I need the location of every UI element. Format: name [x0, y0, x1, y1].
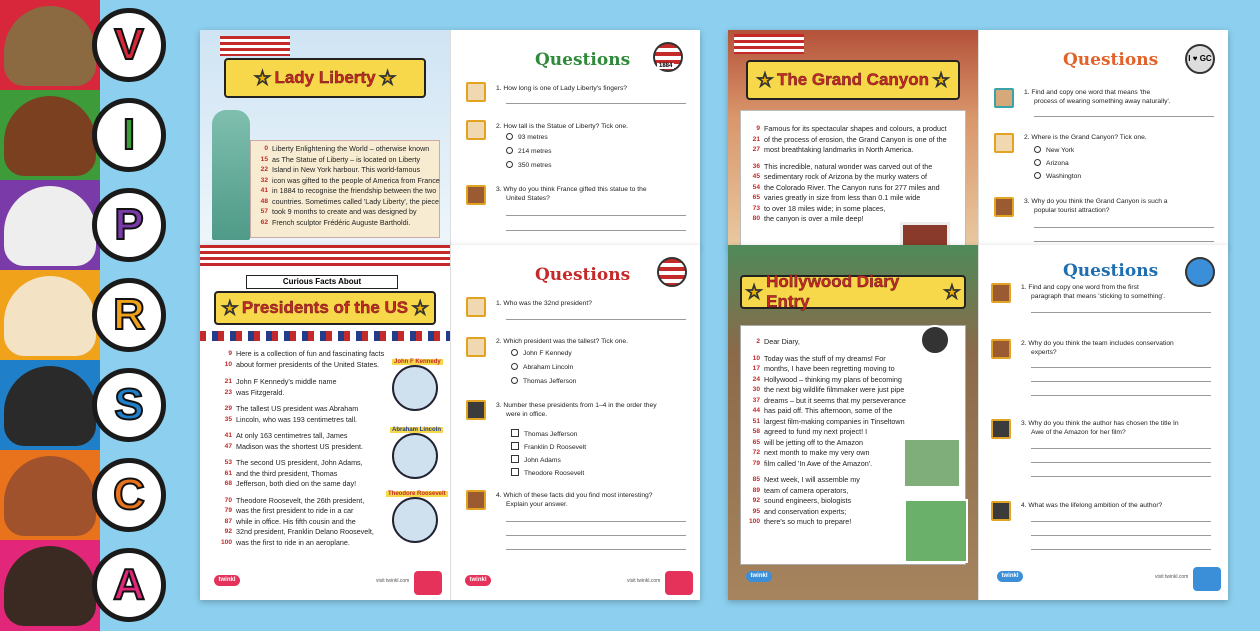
- text-line: 44: [752, 407, 760, 414]
- text-line: 85: [752, 476, 760, 483]
- option-checkbox[interactable]: Franklin D Roosevelt: [511, 442, 586, 451]
- text-line: there's so much to prepare!: [764, 517, 852, 526]
- text-line: varies greatly in size from less than 0.1 mile wide: [764, 193, 921, 202]
- star-icon: ★: [412, 297, 429, 318]
- vipers-letter-c: C: [92, 458, 166, 532]
- dog-icon: [466, 297, 486, 317]
- vipers-letter-r: R: [92, 278, 166, 352]
- answer-line[interactable]: [506, 103, 686, 104]
- question-4: 4. What was the lifelong ambition of the author?: [1021, 502, 1163, 509]
- question-3: 3. Why do you think the Grand Canyon is such a: [1024, 198, 1168, 205]
- text-line: 92: [224, 528, 232, 535]
- passage-text: [272, 144, 442, 228]
- dog-icon: [466, 337, 486, 357]
- dog-icon: [466, 120, 486, 140]
- text-line: Hollywood – thinking my plans of becoming: [764, 374, 902, 384]
- text-line: Island in New York harbour. This world-famous: [272, 165, 421, 174]
- answer-line[interactable]: [1031, 476, 1211, 477]
- text-line: 9: [756, 125, 760, 132]
- answer-line[interactable]: [506, 535, 686, 536]
- dog-icon: [994, 197, 1014, 217]
- title-banner: [740, 272, 966, 311]
- text-line: 100: [220, 538, 232, 546]
- text-line: 45: [752, 173, 760, 180]
- option-radio[interactable]: 93 metres: [506, 133, 548, 141]
- text-line: 21: [224, 378, 232, 385]
- text-line: Dear Diary,: [764, 337, 800, 346]
- text-line: 32: [260, 176, 268, 184]
- footer-badge-icon: [414, 571, 442, 595]
- text-line: 0: [264, 145, 268, 152]
- text-line: 54: [752, 183, 760, 191]
- text-line: 87: [224, 517, 232, 525]
- text-line: 17: [752, 365, 760, 372]
- text-line: John F Kennedy's middle name: [236, 377, 337, 386]
- option-checkbox[interactable]: John Adams: [511, 455, 561, 464]
- question-1-cont: paragraph that means 'sticking to something'.: [1031, 293, 1166, 300]
- dog-icon: [994, 88, 1014, 108]
- page-title: The Grand Canyon: [776, 70, 930, 89]
- line-numbers: [250, 144, 268, 228]
- star-icon: ★: [933, 69, 950, 90]
- answer-line[interactable]: [1031, 521, 1211, 522]
- question-3-cont: United States?: [506, 195, 550, 202]
- text-line: This incredible, natural wonder was carved out of the: [764, 161, 933, 171]
- text-line: and the third president, Thomas: [236, 468, 338, 478]
- text-line: 53: [224, 459, 232, 466]
- answer-line[interactable]: [506, 230, 686, 231]
- text-page: [200, 245, 450, 600]
- worksheet-lady-liberty: [200, 30, 700, 248]
- text-line: 27: [752, 146, 760, 153]
- text-line: and conservation experts;: [764, 506, 847, 516]
- vipers-letter-a: A: [92, 548, 166, 622]
- text-line: 92: [752, 497, 760, 504]
- text-line: 15: [260, 155, 268, 163]
- dog-icon: [991, 501, 1011, 521]
- text-page: [200, 30, 450, 248]
- text-line: largest film-making companies in Tinseltown: [764, 416, 905, 426]
- flag-decoration: [200, 245, 450, 269]
- text-line: the canyon is over a mile deep!: [764, 214, 864, 223]
- text-line: the Colorado River. The Canyon runs for 277 miles and: [764, 182, 940, 192]
- dog-icon: [991, 419, 1011, 439]
- text-line: Jefferson, both died on the same day!: [236, 479, 357, 488]
- text-line: 100: [748, 518, 760, 525]
- line-numbers: [742, 124, 760, 225]
- vipers-letter-i: I: [92, 98, 166, 172]
- question-3-cont: Awe of the Amazon for her film?: [1031, 429, 1126, 436]
- camera-badge-icon: [1185, 257, 1215, 287]
- worksheet-grand-canyon: [728, 30, 1228, 248]
- page-title: Presidents of the US: [241, 298, 409, 317]
- question-3-cont: were in office.: [506, 411, 548, 418]
- text-line: 41: [260, 187, 268, 194]
- question-2: 2. Which president was the tallest? Tick one.: [496, 338, 628, 345]
- text-line: Liberty Enlightening the World – otherwise known: [272, 144, 430, 153]
- text-line: 22: [260, 166, 268, 173]
- option-checkbox[interactable]: Theodore Roosevelt: [511, 468, 584, 477]
- question-3: 3. Why do you think France gifted this statue to the: [496, 186, 647, 193]
- text-line: 80: [752, 215, 760, 222]
- answer-line[interactable]: [1031, 448, 1211, 449]
- question-1: 1. Find and copy one word from the first: [1021, 284, 1139, 291]
- flag-badge-icon: [657, 257, 687, 287]
- twinkl-logo: twinkl: [746, 571, 772, 582]
- text-line: was Fitzgerald.: [236, 387, 285, 397]
- questions-title: Questions: [535, 50, 631, 70]
- question-3-cont: popular tourist attraction?: [1034, 207, 1110, 214]
- line-numbers: [742, 337, 760, 528]
- dog-icon: [994, 133, 1014, 153]
- text-line: of the process of erosion, the Grand Canyon is one of the: [764, 134, 947, 144]
- text-line: film called 'In Awe of the Amazon'.: [764, 458, 873, 468]
- questions-page: [978, 30, 1228, 248]
- text-line: was the first president to ride in a car: [236, 506, 354, 515]
- option-radio[interactable]: 214 metres: [506, 147, 551, 155]
- text-line: The tallest US president was Abraham: [236, 404, 359, 413]
- star-icon: ★: [746, 281, 763, 302]
- star-icon: ★: [254, 67, 271, 88]
- text-line: 79: [224, 507, 232, 514]
- text-line: French sculptor Frédéric Auguste Bartholdi.: [272, 217, 411, 227]
- text-line: months, I have been regretting moving to: [764, 364, 895, 373]
- flag-decoration: [220, 36, 290, 56]
- text-line: has paid off. This afternoon, some of the: [764, 406, 893, 415]
- text-line: was the first to ride in an aeroplane.: [236, 537, 350, 547]
- text-line: sound engineers, biologists: [764, 496, 852, 505]
- star-icon: ★: [221, 297, 238, 318]
- star-icon: ★: [379, 67, 396, 88]
- amazon-map: [904, 499, 968, 563]
- text-line: 2: [756, 338, 760, 345]
- answer-line[interactable]: [506, 319, 686, 320]
- flag-divider: [200, 331, 450, 341]
- text-line: Madison was the shortest US president.: [236, 441, 364, 451]
- text-line: in 1884 to recognise the friendship between the two: [272, 186, 437, 195]
- text-line: Lincoln, who was 193 centimetres tall.: [236, 414, 358, 424]
- question-4-cont: Explain your answer.: [506, 501, 568, 508]
- option-checkbox[interactable]: Thomas Jefferson: [511, 429, 577, 438]
- text-line: 57: [260, 208, 268, 215]
- title-banner: [746, 60, 960, 100]
- vipers-letter-s: S: [92, 368, 166, 442]
- text-line: Theodore Roosevelt, the 26th president,: [236, 495, 365, 505]
- text-line: 61: [224, 469, 232, 477]
- worksheet-hollywood-diary: [728, 245, 1228, 600]
- dog-icon: [466, 400, 486, 420]
- text-line: while in office. His fifth cousin and the: [236, 516, 356, 526]
- answer-line[interactable]: [1031, 312, 1211, 313]
- text-line: most breathtaking landmarks in North America.: [764, 145, 914, 154]
- text-line: 51: [752, 417, 760, 425]
- text-line: 30: [752, 386, 760, 393]
- text-line: as The Statue of Liberty – is located on Liberty: [272, 154, 421, 164]
- text-line: 36: [752, 162, 760, 170]
- facts-text: [236, 377, 396, 548]
- answer-line[interactable]: [1034, 116, 1214, 117]
- text-line: about former presidents of the United States.: [236, 359, 380, 369]
- text-line: 9: [228, 350, 232, 357]
- text-line: took 9 months to create and was designed by: [272, 207, 417, 216]
- star-icon: ★: [943, 281, 960, 302]
- option-radio[interactable]: Abraham Lincoln: [511, 363, 573, 371]
- badge-label: I ♥ GC: [1185, 44, 1215, 74]
- text-line: to over 18 miles wide; in some places,: [764, 203, 886, 213]
- answer-line[interactable]: [1031, 381, 1211, 382]
- text-line: 21: [752, 135, 760, 143]
- text-line: icon was gifted to the people of America from France: [272, 175, 440, 185]
- dog-icon: [991, 283, 1011, 303]
- badge-label: 1884: [659, 63, 673, 69]
- text-line: the next big wildlife filmmaker were just pipe: [764, 385, 905, 394]
- question-1: 1. Find and copy one word that means 'the: [1024, 89, 1151, 96]
- answer-line[interactable]: [1031, 535, 1211, 536]
- star-icon: ★: [756, 69, 773, 90]
- text-line: dreams – but it seems that my perseverance: [764, 395, 906, 405]
- questions-title: Questions: [1063, 50, 1159, 70]
- text-line: agreed to fund my next project! I: [764, 427, 868, 436]
- footer-badge-icon: [665, 571, 693, 595]
- text-page: [728, 245, 978, 600]
- text-line: 73: [752, 204, 760, 212]
- footer-url: visit twinkl.com: [1155, 574, 1189, 580]
- footer-badge-icon: [1193, 567, 1221, 591]
- answer-line[interactable]: [1034, 241, 1214, 242]
- portrait-roosevelt: [392, 497, 438, 543]
- questions-page: [450, 30, 700, 248]
- text-line: 89: [752, 486, 760, 494]
- flag-decoration: [734, 34, 804, 54]
- worksheet-presidents: [200, 245, 700, 600]
- option-radio[interactable]: Thomas Jefferson: [511, 377, 576, 385]
- questions-page: [978, 245, 1228, 600]
- answer-line[interactable]: [1031, 462, 1211, 463]
- camera-icon: [920, 325, 950, 355]
- statue-illustration: [212, 110, 250, 240]
- question-2: 2. Why do you think the team includes conservation: [1021, 340, 1174, 347]
- text-line: 32nd president, Franklin Delano Roosevelt,: [236, 527, 374, 536]
- text-line: 68: [224, 480, 232, 487]
- question-2: 2. How tall is the Statue of Liberty? Tick one.: [496, 123, 628, 130]
- portrait-kennedy: [392, 365, 438, 411]
- questions-title: Questions: [535, 265, 631, 285]
- text-line: 65: [752, 194, 760, 201]
- text-line: 10: [224, 360, 232, 368]
- question-2: 2. Where is the Grand Canyon? Tick one.: [1024, 134, 1147, 141]
- text-line: sedimentary rock of Arizona by the murky waters of: [764, 172, 927, 181]
- text-line: At only 163 centimetres tall, James: [236, 431, 348, 440]
- text-line: 79: [752, 459, 760, 467]
- question-4: 4. Which of these facts did you find most interesting?: [496, 492, 653, 499]
- text-line: 48: [260, 197, 268, 205]
- text-line: 37: [752, 396, 760, 404]
- explorer-photo: [902, 437, 962, 489]
- subtitle-banner: Curious Facts About: [246, 275, 398, 289]
- text-line: 35: [224, 415, 232, 423]
- option-radio[interactable]: 350 metres: [506, 161, 551, 169]
- question-1: 1. How long is one of Lady Liberty's fingers?: [496, 85, 628, 92]
- dog-icon: [466, 185, 486, 205]
- footer-url: visit twinkl.com: [376, 578, 410, 584]
- text-line: Today was the stuff of my dreams! For: [764, 353, 886, 363]
- questions-page: [450, 245, 700, 600]
- answer-line[interactable]: [506, 549, 686, 550]
- line-numbers: [214, 349, 232, 370]
- portrait-label: Theodore Roosevelt: [388, 491, 446, 497]
- dog-icon: [466, 82, 486, 102]
- title-banner: [224, 58, 426, 98]
- text-line: 70: [224, 496, 232, 504]
- footer-url: visit twinkl.com: [627, 578, 661, 584]
- page-title: Lady Liberty: [274, 68, 376, 87]
- text-line: 47: [224, 442, 232, 450]
- vipers-letter-v: V: [92, 8, 166, 82]
- twinkl-logo: twinkl: [465, 575, 491, 586]
- text-line: Next week, I will assemble my: [764, 475, 860, 484]
- text-line: 24: [752, 375, 760, 383]
- answer-line[interactable]: [1031, 367, 1211, 368]
- question-1: 1. Who was the 32nd president?: [496, 300, 592, 307]
- text-line: 23: [224, 388, 232, 396]
- option-radio[interactable]: Washington: [1034, 172, 1081, 180]
- dog-icon: [466, 490, 486, 510]
- text-line: countries. Sometimes called 'Lady Liberty', the piece: [272, 196, 439, 206]
- question-1-cont: process of wearing something away naturally'.: [1034, 98, 1171, 105]
- text-line: will be jetting off to the Amazon: [764, 437, 863, 447]
- text-line: Famous for its spectacular shapes and colours, a product: [764, 124, 947, 133]
- text-line: 10: [752, 354, 760, 362]
- answer-line[interactable]: [506, 215, 686, 216]
- text-line: 72: [752, 449, 760, 456]
- question-2-cont: experts?: [1031, 349, 1057, 356]
- passage-text: [764, 124, 964, 225]
- diary-text: [764, 337, 924, 528]
- text-line: team of camera operators,: [764, 485, 849, 495]
- answer-line[interactable]: [1031, 395, 1211, 396]
- answer-line[interactable]: [506, 521, 686, 522]
- answer-line[interactable]: [1031, 549, 1211, 550]
- portrait-label: John F Kennedy: [394, 359, 441, 365]
- answer-line[interactable]: [1034, 227, 1214, 228]
- twinkl-logo: twinkl: [997, 571, 1023, 582]
- twinkl-logo: twinkl: [214, 575, 240, 586]
- text-page: [728, 30, 978, 248]
- text-line: Here is a collection of fun and fascinating facts: [236, 349, 385, 358]
- questions-title: Questions: [1063, 261, 1159, 281]
- line-numbers: [214, 377, 232, 548]
- title-banner: [214, 291, 436, 325]
- text-line: The second US president, John Adams,: [236, 458, 363, 467]
- dog-icon: [991, 339, 1011, 359]
- text-line: 65: [752, 438, 760, 446]
- text-line: next month to make my very own: [764, 448, 870, 457]
- vipers-letter-p: P: [92, 188, 166, 262]
- page-title: Hollywood Diary Entry: [766, 272, 900, 311]
- option-radio[interactable]: John F Kennedy: [511, 349, 572, 357]
- option-radio[interactable]: Arizona: [1034, 159, 1069, 167]
- text-line: 95: [752, 507, 760, 515]
- portrait-lincoln: [392, 433, 438, 479]
- question-3: 3. Number these presidents from 1–4 in the order they: [496, 402, 657, 409]
- text-line: 41: [224, 432, 232, 439]
- question-3: 3. Why do you think the author has chosen the title In: [1021, 420, 1179, 427]
- portrait-label: Abraham Lincoln: [392, 427, 442, 433]
- text-line: 29: [224, 405, 232, 412]
- text-line: 62: [260, 218, 268, 226]
- option-radio[interactable]: New York: [1034, 146, 1074, 154]
- text-line: 58: [752, 428, 760, 435]
